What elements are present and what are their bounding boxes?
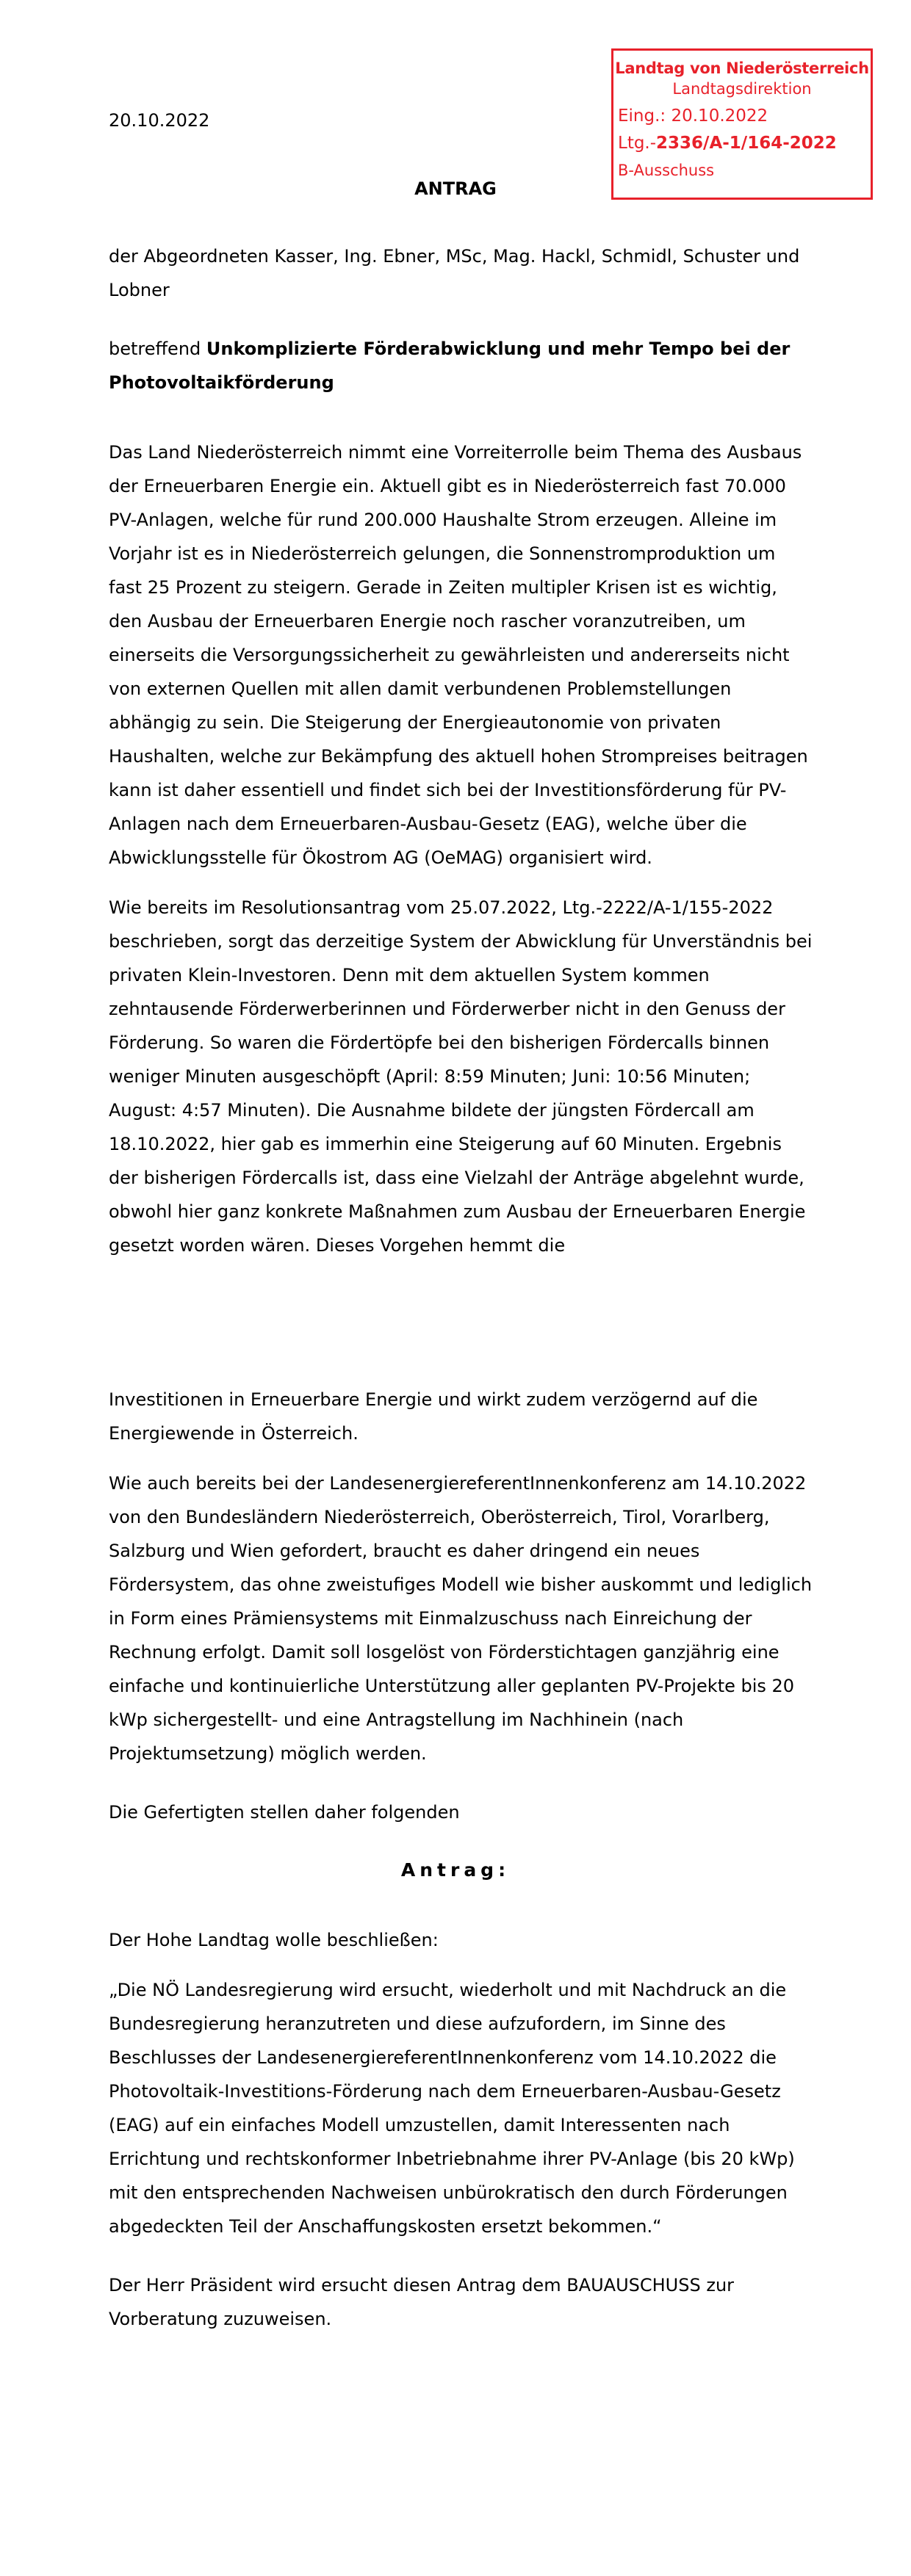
subject-line: [109, 332, 814, 399]
intro-section: [109, 239, 814, 399]
stamp-received: [618, 106, 768, 126]
motion-closing: Der Herr Präsident wird ersucht diesen Antrag dem BAUAUSCHUSS zur Vorberatung zuzuweisen.: [109, 2275, 735, 2329]
motion-resolve: Der Hohe Landtag wolle beschließen:: [109, 1930, 439, 1950]
deputies-line: der Abgeordneten Kasser, Ing. Ebner, MSc, Mag. Hackl, Schmidl, Schuster und Lobner: [109, 246, 800, 300]
stamp-ltg-number: 2336/A-1/164-2022: [656, 134, 837, 153]
subject-prefix: betreffend: [109, 339, 206, 359]
paragraph-2: Wie bereits im Resolutionsantrag vom 25.07.2022, Ltg.-2222/A-1/155-2022 beschrieben, sorgt das derzeitige System der Abwicklung für Unverständnis bei privaten Klein-Investoren. Denn mit dem aktuellen System kommen zehntausende Förderwerberinnen und Förderwerber nicht in den Genuss der Förderung. So waren die Fördertöpfe bei den bisherigen Fördercalls binnen weniger Minuten ausgeschöpft (April: 8:59 Minuten; Juni: 10:56 Minuten; August: 4:57 Minuten). Die Ausnahme bildete der jüngsten Fördercall am 18.10.2022, hier gab es immerhin eine Steigerung auf 60 Minuten. Ergebnis der bisherigen Fördercalls ist, dass eine Vielzahl der Anträge abgelehnt wurde, obwohl hier ganz konkrete Maßnahmen zum Ausbau der Erneuerbaren Energie gesetzt worden wären. Dieses Vorgehen hemmt die: [109, 897, 813, 1256]
stamp-received-label: Eing.:: [618, 106, 671, 126]
paragraph-4: Die Gefertigten stellen daher folgenden: [109, 1802, 460, 1823]
stamp-received-date: 20.10.2022: [671, 106, 768, 126]
motion-heading: Antrag:: [400, 1859, 511, 1881]
receipt-stamp: [611, 48, 873, 200]
body-section-page1: [109, 435, 814, 1262]
stamp-directorate: Landtagsdirektion: [672, 80, 812, 98]
stamp-ltg: [618, 134, 837, 153]
paragraph-1: Das Land Niederösterreich nimmt eine Vorreiterrolle beim Thema des Ausbaus der Erneuerbaren Energie ein. Aktuell gibt es in Niederösterreich fast 70.000 PV-Anlagen, welche für rund 200.000 Haushalte Strom erzeugen. Alleine im Vorjahr ist es in Niederösterreich gelungen, die Sonnenstromproduktion um fast 25 Prozent zu steigern. Gerade in Zeiten multipler Krisen ist es wichtig, den Ausbau der Erneuerbaren Energie noch rascher voranzutreiben, um einerseits die Versorgungssicherheit zu gewährleisten und andererseits nicht von externen Quellen mit allen damit verbundenen Problemstellungen abhängig zu sein. Die Steigerung der Energieautonomie von privaten Haushalten, welche zur Bekämpfung des aktuell hohen Strompreises beitragen kann ist daher essentiell und findet sich bei der Investitionsförderung für PV-Anlagen nach dem Erneuerbaren-Ausbau-Gesetz (EAG), welche über die Abwicklungsstelle für Ökostrom AG (OeMAG) organisiert wird.: [109, 442, 808, 868]
paragraph-2-continued: Investitionen in Erneuerbare Energie und wirkt zudem verzögernd auf die Energiewende in Österreich.: [109, 1389, 758, 1444]
stamp-institution: Landtag von Niederösterreich: [615, 59, 869, 77]
document-title: ANTRAG: [414, 178, 497, 199]
stamp-ltg-label: Ltg.-: [618, 134, 657, 153]
motion-section: [109, 1923, 814, 2336]
document-date: 20.10.2022: [109, 110, 210, 131]
paragraph-3: Wie auch bereits bei der LandesenergiereferentInnenkonferenz am 14.10.2022 von den Bundesländern Niederösterreich, Oberösterreich, Tirol, Vorarlberg, Salzburg und Wien gefordert, braucht es daher dringend ein neues Fördersystem, das ohne zweistufiges Modell wie bisher auskommt und lediglich in Form eines Prämiensystems mit Einmalzuschuss nach Einreichung der Rechnung erfolgt. Damit soll losgelöst von Förderstichtagen ganzjährig eine einfache und kontinuierliche Unterstützung aller geplanten PV-Projekte bis 20 kWp sichergestellt- und eine Antragstellung im Nachhinein (nach Projektumsetzung) möglich werden.: [109, 1473, 813, 1764]
stamp-committee: B-Ausschuss: [618, 162, 715, 179]
subject-text: Unkomplizierte Förderabwicklung und mehr Tempo bei der Photovoltaikförderung: [109, 339, 791, 393]
body-section-page2: [109, 1383, 814, 1829]
motion-quote: „Die NÖ Landesregierung wird ersucht, wiederholt und mit Nachdruck an die Bundesregierung heranzutreten und diese aufzufordern, im Sinne des Beschlusses der LandesenergiereferentInnenkonferenz vom 14.10.2022 die Photovoltaik-Investitions-Förderung nach dem Erneuerbaren-Ausbau-Gesetz (EAG) auf ein einfaches Modell umzustellen, damit Interessenten nach Errichtung und rechtskonformer Inbetriebnahme ihrer PV-Anlage (bis 20 kWp) mit den entsprechenden Nachweisen unbürokratisch den durch Förderungen abgedeckten Teil der Anschaffungskosten ersetzt bekommen.“: [109, 1980, 795, 2237]
